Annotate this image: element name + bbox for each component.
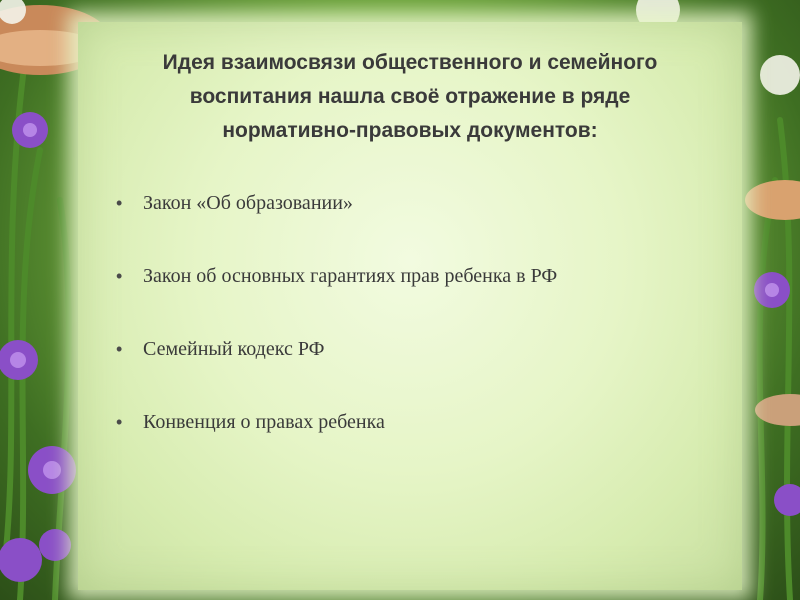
list-item-text: Закон «Об образовании» xyxy=(143,192,353,214)
bullet-icon: • xyxy=(116,412,123,432)
document-list xyxy=(116,192,726,484)
list-item-text: Семейный кодекс РФ xyxy=(143,338,325,360)
slide-title xyxy=(78,46,742,148)
bullet-icon: • xyxy=(116,193,123,213)
bullet-icon: • xyxy=(116,339,123,359)
list-item-text: Закон об основных гарантиях прав ребенка в РФ xyxy=(143,265,558,287)
list-item xyxy=(116,192,726,265)
slide-title-line-1: Идея взаимосвязи общественного и семейного xyxy=(162,51,658,74)
list-item xyxy=(116,411,726,484)
bullet-icon: • xyxy=(116,266,123,286)
list-item xyxy=(116,265,726,338)
slide-title-line-2: воспитания нашла своё отражение в ряде xyxy=(189,85,631,108)
content-panel xyxy=(78,22,742,590)
slide-title-line-3: нормативно-правовых документов: xyxy=(222,119,598,142)
list-item-text: Конвенция о правах ребенка xyxy=(143,411,385,433)
list-item xyxy=(116,338,726,411)
